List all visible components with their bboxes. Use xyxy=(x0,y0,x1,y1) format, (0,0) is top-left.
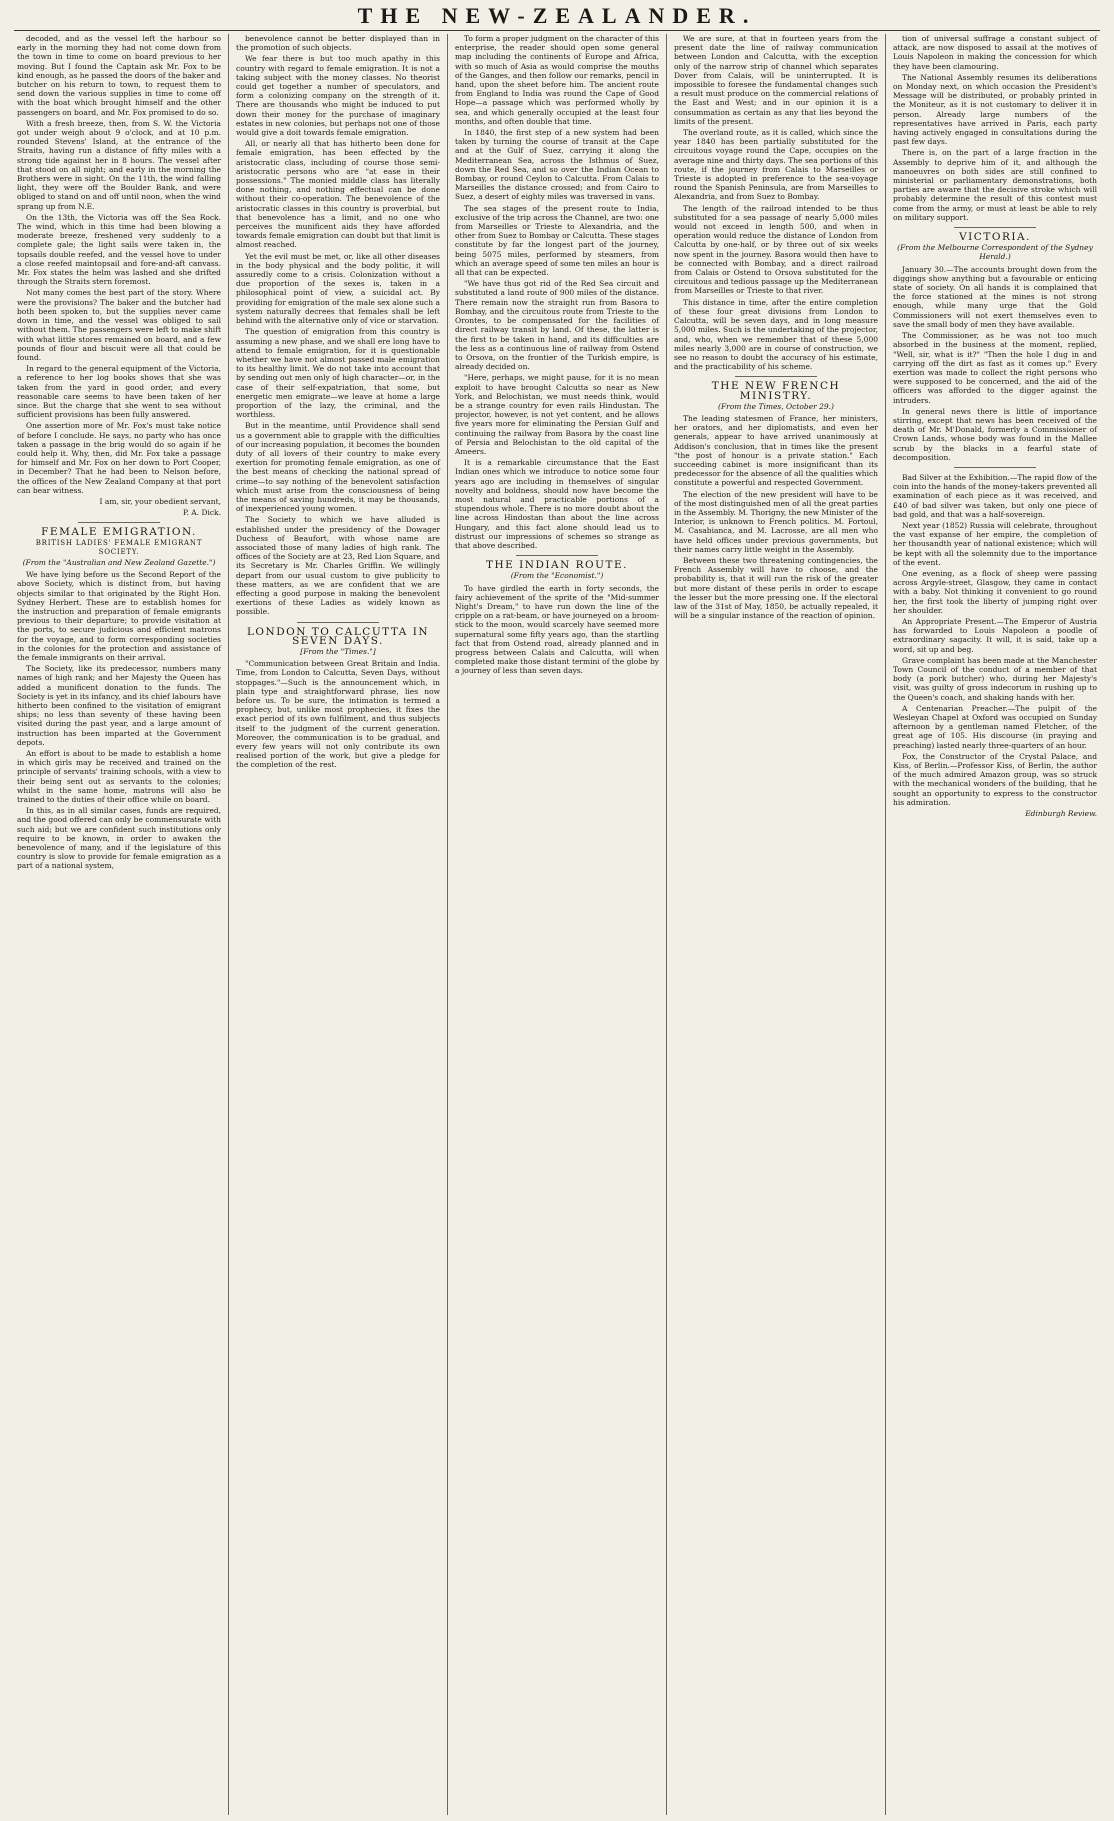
article-paragraph: The Society, like its predecessor, numbers many names of high rank; and her Majesty the Queen has added a munificent donation to the funds. The Society is yet in its infancy, and its chief labours have hitherto been confined to the visitation of emigrant ships; no less than seventy of these having been visited during the past year, and a large amount of instruction has been imparted at the Government depots. xyxy=(17,664,221,747)
letter-paragraph: One assertion more of Mr. Fox's must take notice of before I conclude. He says, no party who has once taken a passage in the brig would do so again if he could help it. Why, then, did Mr. Fox take a passage for himself and Mr. Fox on her down to Port Cooper, in December? That he had been to Nelson before, the offices of the New Zealand Company at that port can bear witness. xyxy=(17,421,221,495)
article-paragraph: "Communication between Great Britain and India. Time, from London to Calcutta, Seven Days, without stoppages."—Such is the announcement which, in plain type and straightforward phrase, lies now before us. To be sure, the intimation is termed a prophecy, but, unlike most prophecies, it fixes the exact period of its own fulfilment, and thus subjects itself to the judgment of the current generation. Moreover, the communication is to be gradual, and every few years will not only contribute its own realised portion of the work, but give a pledge for the completion of the rest. xyxy=(236,659,440,770)
section-divider xyxy=(954,227,1036,228)
article-paragraph: The Commissioner, as he was not too much absorbed in the business at the moment, replied, "Well, sir, what is it?" "Then the hole I dug in and carrying off the dirt as fast as it comes up." Every exertion was made to collect the right persons who were supposed to be concerned, and the aid of the officers was afforded to the digger against the intruders. xyxy=(893,331,1097,405)
section-divider xyxy=(297,622,379,623)
letter-paragraph: With a fresh breeze, then, from S. W. the Victoria got under weigh about 9 o'clock, and at 10 p.m. rounded Stevens' Island, at the entrance of the Straits, having run a distance of fifty miles with a strong tide against her in 8 hours. The vessel after that stood on all night; and early in the morning the Brothers were in sight. On the 11th, the wind falling light, they were off the Boulder Bank, and were obliged to stand on and off until noon, when the wind sprang up from N.E. xyxy=(17,118,221,211)
article-paragraph: Yet the evil must be met, or, like all other diseases in the body physical and the body politic, it will assuredly come to a crisis. Colonization without a due proportion of the sexes is, taken in a philosophical point of view, a suicidal act. By providing for emigration of the male sex alone such a system naturally decrees that females shall be left behind with the alternative only of vice or starvation. xyxy=(236,251,440,326)
letter-paragraph: On the 13th, the Victoria was off the Sea Rock. The wind, which in this time had been blowing a moderate breeze, freshened very suddenly to a complete gale; the light sails were taken in, the topsails double reefed, and the vessel hove to under a close reefed maintopsail and fore-and-aft canvass. Mr. Fox states the helm was lashed and she drifted through the Straits stern foremost. xyxy=(17,212,221,287)
article-paragraph: It is a remarkable circumstance that the East Indian ones which we introduce to notice some four years ago are including in themselves of singular novelty and boldness, should now have become the most natural and practicable portions of a stupendous whole. There is no more doubt about the line across Hindostan than about the line across Hungary, and this fact alone should lead us to distrust our impressions of schemes so strange as that above described. xyxy=(455,458,659,550)
article-source: (From the Times, October 29.) xyxy=(718,401,834,411)
article-paragraph: But in the meantime, until Providence shall send us a government able to grapple with the difficulties of our increasing population, it becomes the bounden duty of all lovers of their country to make every exertion for promoting female emigration, as one of the best means of checking the national spread of crime—to say nothing of the benevolent satisfaction which must arise from the consciousness of being the means of saving hundreds, it may be thousands, of inexperienced young women. xyxy=(236,421,440,514)
section-divider xyxy=(78,522,160,523)
news-item-source: Edinburgh Review. xyxy=(1025,809,1097,819)
article-paragraph: To have girdled the earth in forty seconds, the fairy achievement of the sprite of the "Mid-summer Night's Dream," to have run down the line of the cripple on a rat-beam, or have journeyed on a broom-stick to the moon, would scarcely have seemed more supernatural some fifty years ago, than the startling fact that from Ostend road, already planned and in progress between Calais and Calcutta, will when completed make those distant termini of the globe by a journey of less than seven days. xyxy=(455,583,659,676)
article-paragraph: The election of the new president will have to be of the most distinguished men of all the great parties in the Assembly. M. Thorigny, the new Minister of the Interior, is unknown to French politics. M. Fortoul, M. Casabianca, and M. Lacrosse, are all men who have held offices under previous governments, but their names carry little weight in the Assembly. xyxy=(674,489,878,554)
article-paragraph: All, or nearly all that has hitherto been done for female emigration, has been effected by the aristocratic class, including of course those semi-aristocratic persons who are "at ease in their possessions." The monied middle class has literally done nothing, and nothing effectual can be done without their co-operation. The benevolence of the aristocratic classes in this country is proverbial, but that benevolence has a limit, and no one who perceives the munificent aids they have afforded towards female emigration can doubt but that limit is almost reached. xyxy=(236,139,440,250)
column-3 xyxy=(448,34,667,1815)
article-paragraph: The National Assembly resumes its deliberations on Monday next, on which occasion the President's Message will be distributed, or probably printed in the Moniteur, as it is not customary to deliver it in person. Already large numbers of the representatives have arrived in Paris, each party having actively engaged in consultations during the past few days. xyxy=(893,72,1097,147)
article-paragraph: An effort is about to be made to establish a home in which girls may be received and trained on the principle of servants' training schools, with a view to their being sent out as servants to the colonies; whilst in the same home, matrons will also be trained to the duties of their office while on board. xyxy=(17,749,221,805)
letter-paragraph: In regard to the general equipment of the Victoria, a reference to her log books shows that she was taken from the yard in good order, and every reasonable care seems to have been taken of her since. But the charge that she went to sea without sufficient provisions has been fully answered. xyxy=(17,364,221,420)
article-paragraph: benevolence cannot be better displayed than in the promotion of such objects. xyxy=(236,34,440,53)
masthead-title: THE NEW-ZEALANDER. xyxy=(357,3,757,28)
article-paragraph: Between these two threatening contingencies, the French Assembly will have to choose, and the probability is, that it will run the risk of the greater but more distant of these perils in order to escape the lesser but the more pressing one. If the electoral law of the 31st of May, 1850, be actually repealed, it will be a singular instance of the reaction of opinion. xyxy=(674,555,878,621)
news-item: One evening, as a flock of sheep were passing across Argyle-street, Glasgow, they came in contact with a baby. Not thinking it convenient to go round her, the first took the liberty of jumping right over her shoulder. xyxy=(893,568,1097,615)
article-source: [From the "Times."] xyxy=(300,647,376,656)
article-paragraph: January 30.—The accounts brought down from the diggings show anything but a favourable or enticing state of society. On all hands it is complained that the force stationed at the mines is not strong enough, while many urge that the Gold Commissioners will not exert themselves even to save the small body of men they have available. xyxy=(893,264,1097,329)
article-paragraph: In general news there is little of importance stirring, except that news has been received of the death of Mr. M'Donald, formerly a Commissioner of Crown Lands, whose body was found in the Mallee scrub by the blacks in a fearful state of decomposition. xyxy=(893,406,1097,462)
column-1 xyxy=(10,34,229,1815)
article-source: (From the Melbourne Correspondent of the Sydney Herald.) xyxy=(897,243,1093,262)
article-heading-french-ministry: THE NEW FRENCH MINISTRY. xyxy=(711,380,841,402)
article-subheading: BRITISH LADIES' FEMALE EMIGRANT SOCIETY. xyxy=(35,538,203,556)
letter-signature: P. A. Dick. xyxy=(182,508,221,518)
article-paragraph: "Here, perhaps, we might pause, for it is no mean exploit to have brought Calcutta so near as New York, and Belochistan, we must needs think, would be a strange country for even rails Hindustan. The projector, however, is not yet content, and he allows five years more for eliminating the Persian Gulf and continuing the railway from Basora by the coast line of Persia and Belochistan to the old capital of the Ameers. xyxy=(455,373,659,456)
article-paragraph: We are sure, at that in fourteen years from the present date the line of railway communication between London and Calcutta, with the exception only of the narrow strip of channel which separates Dover from Calais, will be uninterrupted. It is impossible to foresee the fundamental changes such a result must produce on the commercial relations of the East and West; and in our opinion it is a consummation as certain as any that lies beyond the limits of the present. xyxy=(674,34,878,126)
article-heading-female-emigration: FEMALE EMIGRATION. xyxy=(41,526,197,539)
article-paragraph: The length of the railroad intended to be thus substituted for a sea passage of nearly 5,000 miles would not exceed in length 500, and when in operation would reduce the distance of London from Calcutta by one-half, or by three out of six weeks now spent in the journey. Basora would then have to be connected with Bombay, and a direct railroad from Calais or Ostend to Orsova substituted for the circuitous and tedious passage up the Mediterranean from Marseilles or Trieste to that river. xyxy=(674,203,878,296)
news-item: A Centenarian Preacher.—The pulpit of the Wesleyan Chapel at Oxford was occupied on Sunday afternoon by a gentleman named Fletcher, of the great age of 105. His discourse (in praying and preaching) lasted nearly three-quarters of an hour. xyxy=(893,703,1097,750)
section-divider xyxy=(516,555,598,556)
news-item: Fox, the Constructor of the Crystal Palace, and Kiss, of Berlin.—Professor Kiss, of Berlin, the author of the much admired Amazon group, was so struck with the mechanical wonders of the building, that he sought an opportunity to express to the constructor his admiration. xyxy=(893,751,1097,807)
article-paragraph: This distance in time, after the entire completion of these four great divisions from London to Calcutta, will be seven days, and in long measure 5,000 miles. Such is the undertaking of the projector, and, who, when we remember that of these 5,000 miles nearly 3,000 are in course of construction, we see no reason to doubt the accuracy of his estimate, and the practicability of his scheme. xyxy=(674,297,878,372)
section-divider xyxy=(954,467,1036,468)
article-heading-indian-route: THE INDIAN ROUTE. xyxy=(485,559,629,572)
section-divider xyxy=(735,376,817,377)
column-4 xyxy=(667,34,886,1815)
news-item: Next year (1852) Russia will celebrate, throughout the vast expanse of her empire, the completion of her thousandth year of national existence; which will be kept with all the solemnity due to the importance of the event. xyxy=(893,520,1097,567)
news-item: An Appropriate Present.—The Emperor of Austria has forwarded to Louis Napoleon a poodle of extraordinary sagacity. It will, it is said, take up a word, sit up and beg. xyxy=(893,616,1097,654)
article-heading-london-calcutta: LONDON TO CALCUTTA IN SEVEN DAYS. xyxy=(246,625,430,647)
article-source: (From the "Economist.") xyxy=(510,571,604,581)
article-heading-victoria: VICTORIA. xyxy=(959,231,1031,244)
news-item: Bad Silver at the Exhibition.—The rapid flow of the coin into the hands of the money-takers prevented all examination of each piece as it was received, and £40 of bad silver was taken, but only one piece of bad gold, and that was a half-sovereign. xyxy=(893,472,1097,519)
article-paragraph: The sea stages of the present route to India, exclusive of the trip across the Channel, are two: one from Marseilles or Trieste to Alexandria, and the other from Suez to Bombay or Calcutta. These stages constitute by far the longest part of the journey, being 5075 miles, performed by steamers, from which an average speed of some ten miles an hour is all that can be expected. xyxy=(455,203,659,278)
article-paragraph: In this, as in all similar cases, funds are required, and the good offered can only be commensurate with such aid; but we are confident such institutions only require to be known, in order to awaken the benevolence of many, and if the legislature of this country is slow to provide for female emigration as a part of a national system, xyxy=(17,806,221,871)
masthead-rule xyxy=(14,30,1100,31)
letter-paragraph: decoded, and as the vessel left the harbour so early in the morning they had not come down from the town in time to come on board previous to her moving. But I found the Captain ask Mr. Fox to be kind enough, as he passed the doors of the baker and butcher on his return to town, to request them to send down the various supplies in time to come off with the boat which brought himself and the other passengers on board, and Mr. Fox promised to do so. xyxy=(17,34,221,117)
news-item: Grave complaint has been made at the Manchester Town Council of the conduct of a member of that body (a pork butcher) who, during her Majesty's visit, was guilty of gross indecorum in rushing up to the Queen's coach, and shaking hands with her. xyxy=(893,655,1097,702)
article-paragraph: We fear there is but too much apathy in this country with regard to female emigration. It is not a taking subject with the money classes. No theorist could get together a number of speculators, and form a colonizing company on the strength of it. There are thousands who might be induced to put down their money for the purchase of imaginary estates in new colonies, but perhaps not one of those would give a doit towards female emigration. xyxy=(236,54,440,138)
article-paragraph: tion of universal suffrage a constant subject of attack, are now disposed to assail at the motives of Louis Napoleon in making the concession for which they have been clamouring. xyxy=(893,34,1097,71)
article-paragraph: "We have thus got rid of the Red Sea circuit and substituted a land route of 900 miles of the distance. There remain now the straight run from Basora to Bombay, and the circuitous route from Trieste to the Orontes, to be compensated for the facilities of direct railway transit by land. Of these, the latter is the first to be taken in hand, and its difficulties are the less as a continuous line of railway from Ostend to Orsova, on the frontier of the Turkish empire, is already decided on. xyxy=(455,279,659,372)
article-source: (From the "Australian and New Zealand Gazette.") xyxy=(22,557,216,567)
column-2 xyxy=(229,34,448,1815)
letter-paragraph: Not many comes the best part of the story. Where were the provisions? The baker and the butcher had both been spoken to, but the supplies never came down in time, and the vessel was obliged to sail without them. The passengers were left to make shift with what little stores remained on board, and a few pounds of flour and biscuit were all that could be found. xyxy=(17,288,221,362)
article-paragraph: In 1840, the first step of a new system had been taken by turning the course of transit at the Cape and at the Gulf of Suez, carrying it along the Mediterranean Sea, across the Isthmus of Suez, down the Red Sea, and so over the Indian Ocean to Bombay, or round Ceylon to Calcutta. From Calais to Marseilles the distance crossed; and from Cairo to Suez, a desert of eighty miles was traversed in vans. xyxy=(455,128,659,202)
article-paragraph: There is, on the part of a large fraction in the Assembly to deprive him of it, and although the manoeuvres on both sides are still confined to ministerial or parliamentary demonstrations, both parties are aware that the decisive stroke which will probably determine the result of this contest must come from the army, or must at least be able to rely on military support. xyxy=(893,148,1097,222)
article-paragraph: To form a proper judgment on the character of this enterprise, the reader should open some general map including the continents of Europe and Africa, with so much of Asia as would comprise the mouths of the Ganges, and then follow our remarks, pencil in hand, upon the sheet before him. The ancient route from England to India was round the Cape of Good Hope—a passage which was performed wholly by sea, and which generally occupied at the least four months, and often double that time. xyxy=(455,34,659,126)
column-5 xyxy=(886,34,1104,1815)
article-paragraph: The question of emigration from this country is assuming a new phase, and we shall ere long have to attend to female emigration, for it is questionable whether we have not almost passed male emigration to its healthy limit. We do not take into account that by sending out men only of high character—or, in the case of their self-expatriation, that some, but energetic men emigrate—we leave at home a large proportion of the lazy, the criminal, and the worthless. xyxy=(236,327,440,420)
article-paragraph: The overland route, as it is called, which since the year 1840 has been partially substituted for the circuitous voyage round the Cape, occupies on the average nine and thirty days. The sea portions of this route, if the journey from Calais to Marseilles or Trieste is adopted in preference to the sea-voyage round the Spanish Peninsula, are from Marseilles to Alexandria, and from Suez to Bombay. xyxy=(674,128,878,202)
letter-closing: I am, sir, your obedient servant, xyxy=(99,496,221,506)
article-paragraph: The Society to which we have alluded is established under the presidency of the Dowager Duchess of Beaufort, with whose name are associated those of many ladies of high rank. The offices of the Society are at 23, Red Lion Square, and its Secretary is Mr. Charles Griffin. We willingly depart from our usual custom to give publicity to these matters, as we are confident that we are effecting a good purpose in making the benevolent exertions of these Ladies as widely known as possible. xyxy=(236,515,440,617)
article-paragraph: The leading statesmen of France, her ministers, her orators, and her diplomatists, and even her generals, appear to have arrived unanimously at Addison's conclusion, that in times like the present "the post of honour is a private station." Each succeeding cabinet is more insignificant than its predecessor for the absence of all the qualities which constitute a powerful and respected Government. xyxy=(674,413,878,488)
article-columns xyxy=(10,34,1104,1815)
article-paragraph: We have lying before us the Second Report of the above Society, which is distinct from, but having objects similar to that originated by the Right Hon. Sydney Herbert. These are to establish homes for the instruction and preparation of female emigrants previous to their departure; to provide visitation at the ports, to secure judicious and efficient matrons for the voyage, and to form corresponding societies in the colonies for the protection and assistance of the female immigrants on their arrival. xyxy=(17,570,221,662)
